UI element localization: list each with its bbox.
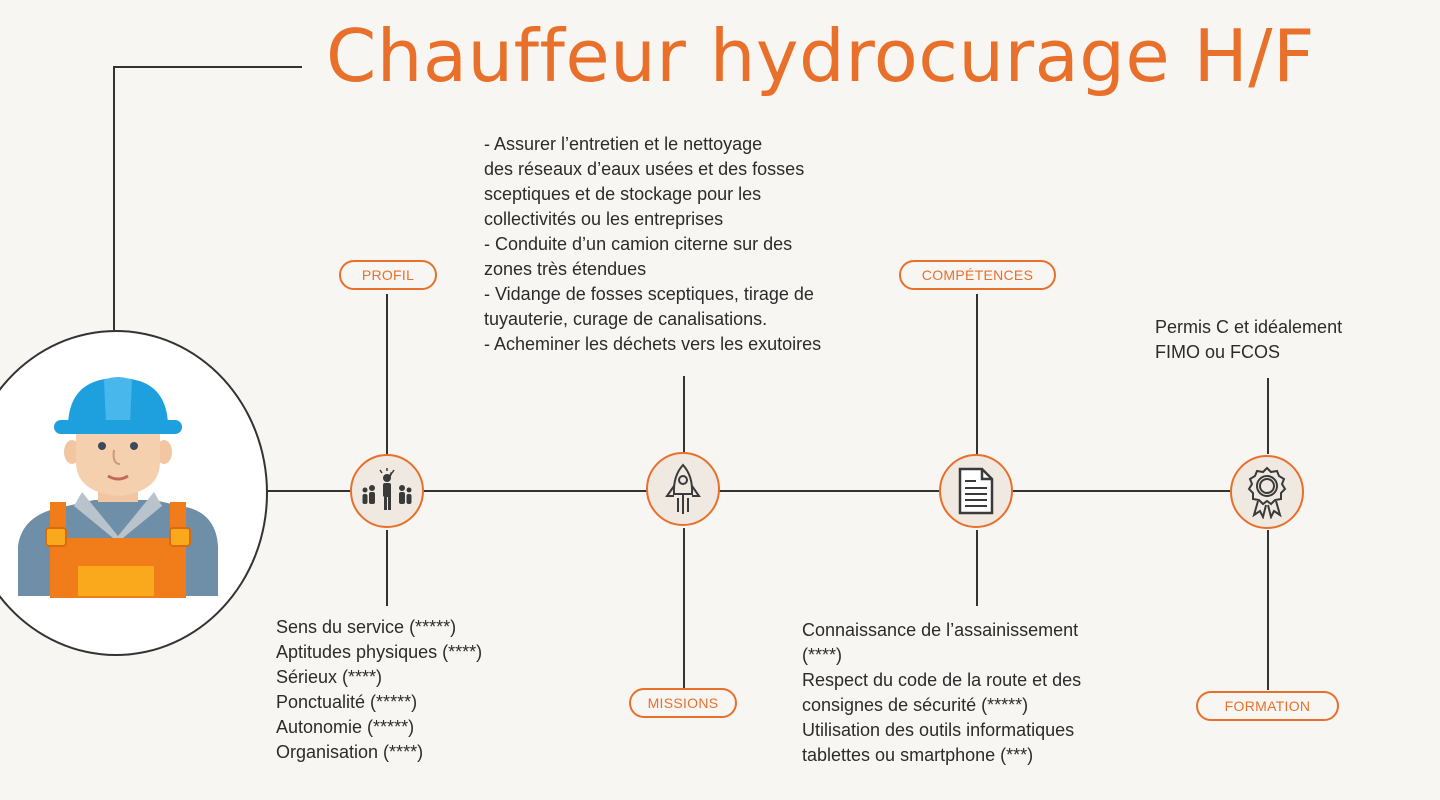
- page-title: Chauffeur hydrocurage H/F: [326, 14, 1315, 98]
- mission-line: - Assurer l’entretien et le nettoyage: [484, 134, 763, 154]
- mission-line: collectivités ou les entreprises: [484, 209, 724, 229]
- profil-text: [276, 615, 482, 765]
- formation-connector-bottom: [1267, 530, 1269, 690]
- formation-line: FIMO ou FCOS: [1155, 342, 1281, 362]
- missions-label: MISSIONS: [629, 688, 737, 718]
- competences-connector-top: [976, 294, 978, 454]
- profil-item: Organisation (****): [276, 742, 424, 762]
- competence-line: Utilisation des outils informatiques: [802, 720, 1075, 740]
- mission-line: - Conduite d’un camion citerne sur des: [484, 234, 793, 254]
- worker-avatar-icon: [0, 332, 268, 656]
- document-icon: [954, 466, 998, 516]
- mission-line: zones très étendues: [484, 259, 647, 279]
- competence-line: consignes de sécurité (*****): [802, 695, 1029, 715]
- profil-connector-top: [386, 294, 388, 454]
- team-leader-icon: [362, 466, 412, 516]
- title-connector-vertical: [113, 66, 115, 330]
- profil-item: Ponctualité (*****): [276, 692, 418, 712]
- formation-node: [1230, 455, 1304, 529]
- formation-connector-top: [1267, 378, 1269, 454]
- missions-node: [646, 452, 720, 526]
- formation-label: FORMATION: [1196, 691, 1339, 721]
- competences-label: COMPÉTENCES: [899, 260, 1056, 290]
- missions-connector-top: [683, 376, 685, 452]
- missions-connector-bottom: [683, 528, 685, 688]
- mission-line: - Vidange de fosses sceptiques, tirage de: [484, 284, 814, 304]
- profil-item: Sens du service (*****): [276, 617, 457, 637]
- competence-line: Respect du code de la route et des: [802, 670, 1082, 690]
- formation-line: Permis C et idéalement: [1155, 317, 1343, 337]
- profil-label: PROFIL: [339, 260, 437, 290]
- competences-node: [939, 454, 1013, 528]
- mission-line: des réseaux d’eaux usées et des fosses: [484, 159, 805, 179]
- competences-connector-bottom: [976, 530, 978, 606]
- mission-line: sceptiques et de stockage pour les: [484, 184, 762, 204]
- missions-text: [484, 132, 821, 357]
- profil-item: Autonomie (*****): [276, 717, 415, 737]
- profil-connector-bottom: [386, 530, 388, 606]
- mission-line: - Acheminer les déchets vers les exutoires: [484, 334, 822, 354]
- competences-text: [802, 618, 1081, 768]
- competence-line: (****): [802, 645, 843, 665]
- formation-text: [1155, 315, 1342, 365]
- avatar: [0, 330, 268, 656]
- profil-node: [350, 454, 424, 528]
- mission-line: tuyauterie, curage de canalisations.: [484, 309, 768, 329]
- rocket-icon: [658, 462, 708, 516]
- profil-item: Aptitudes physiques (****): [276, 642, 483, 662]
- award-badge-icon: [1242, 465, 1292, 519]
- profil-item: Sérieux (****): [276, 667, 383, 687]
- competence-line: tablettes ou smartphone (***): [802, 745, 1034, 765]
- competence-line: Connaissance de l’assainissement: [802, 620, 1079, 640]
- title-connector-horizontal: [113, 66, 302, 68]
